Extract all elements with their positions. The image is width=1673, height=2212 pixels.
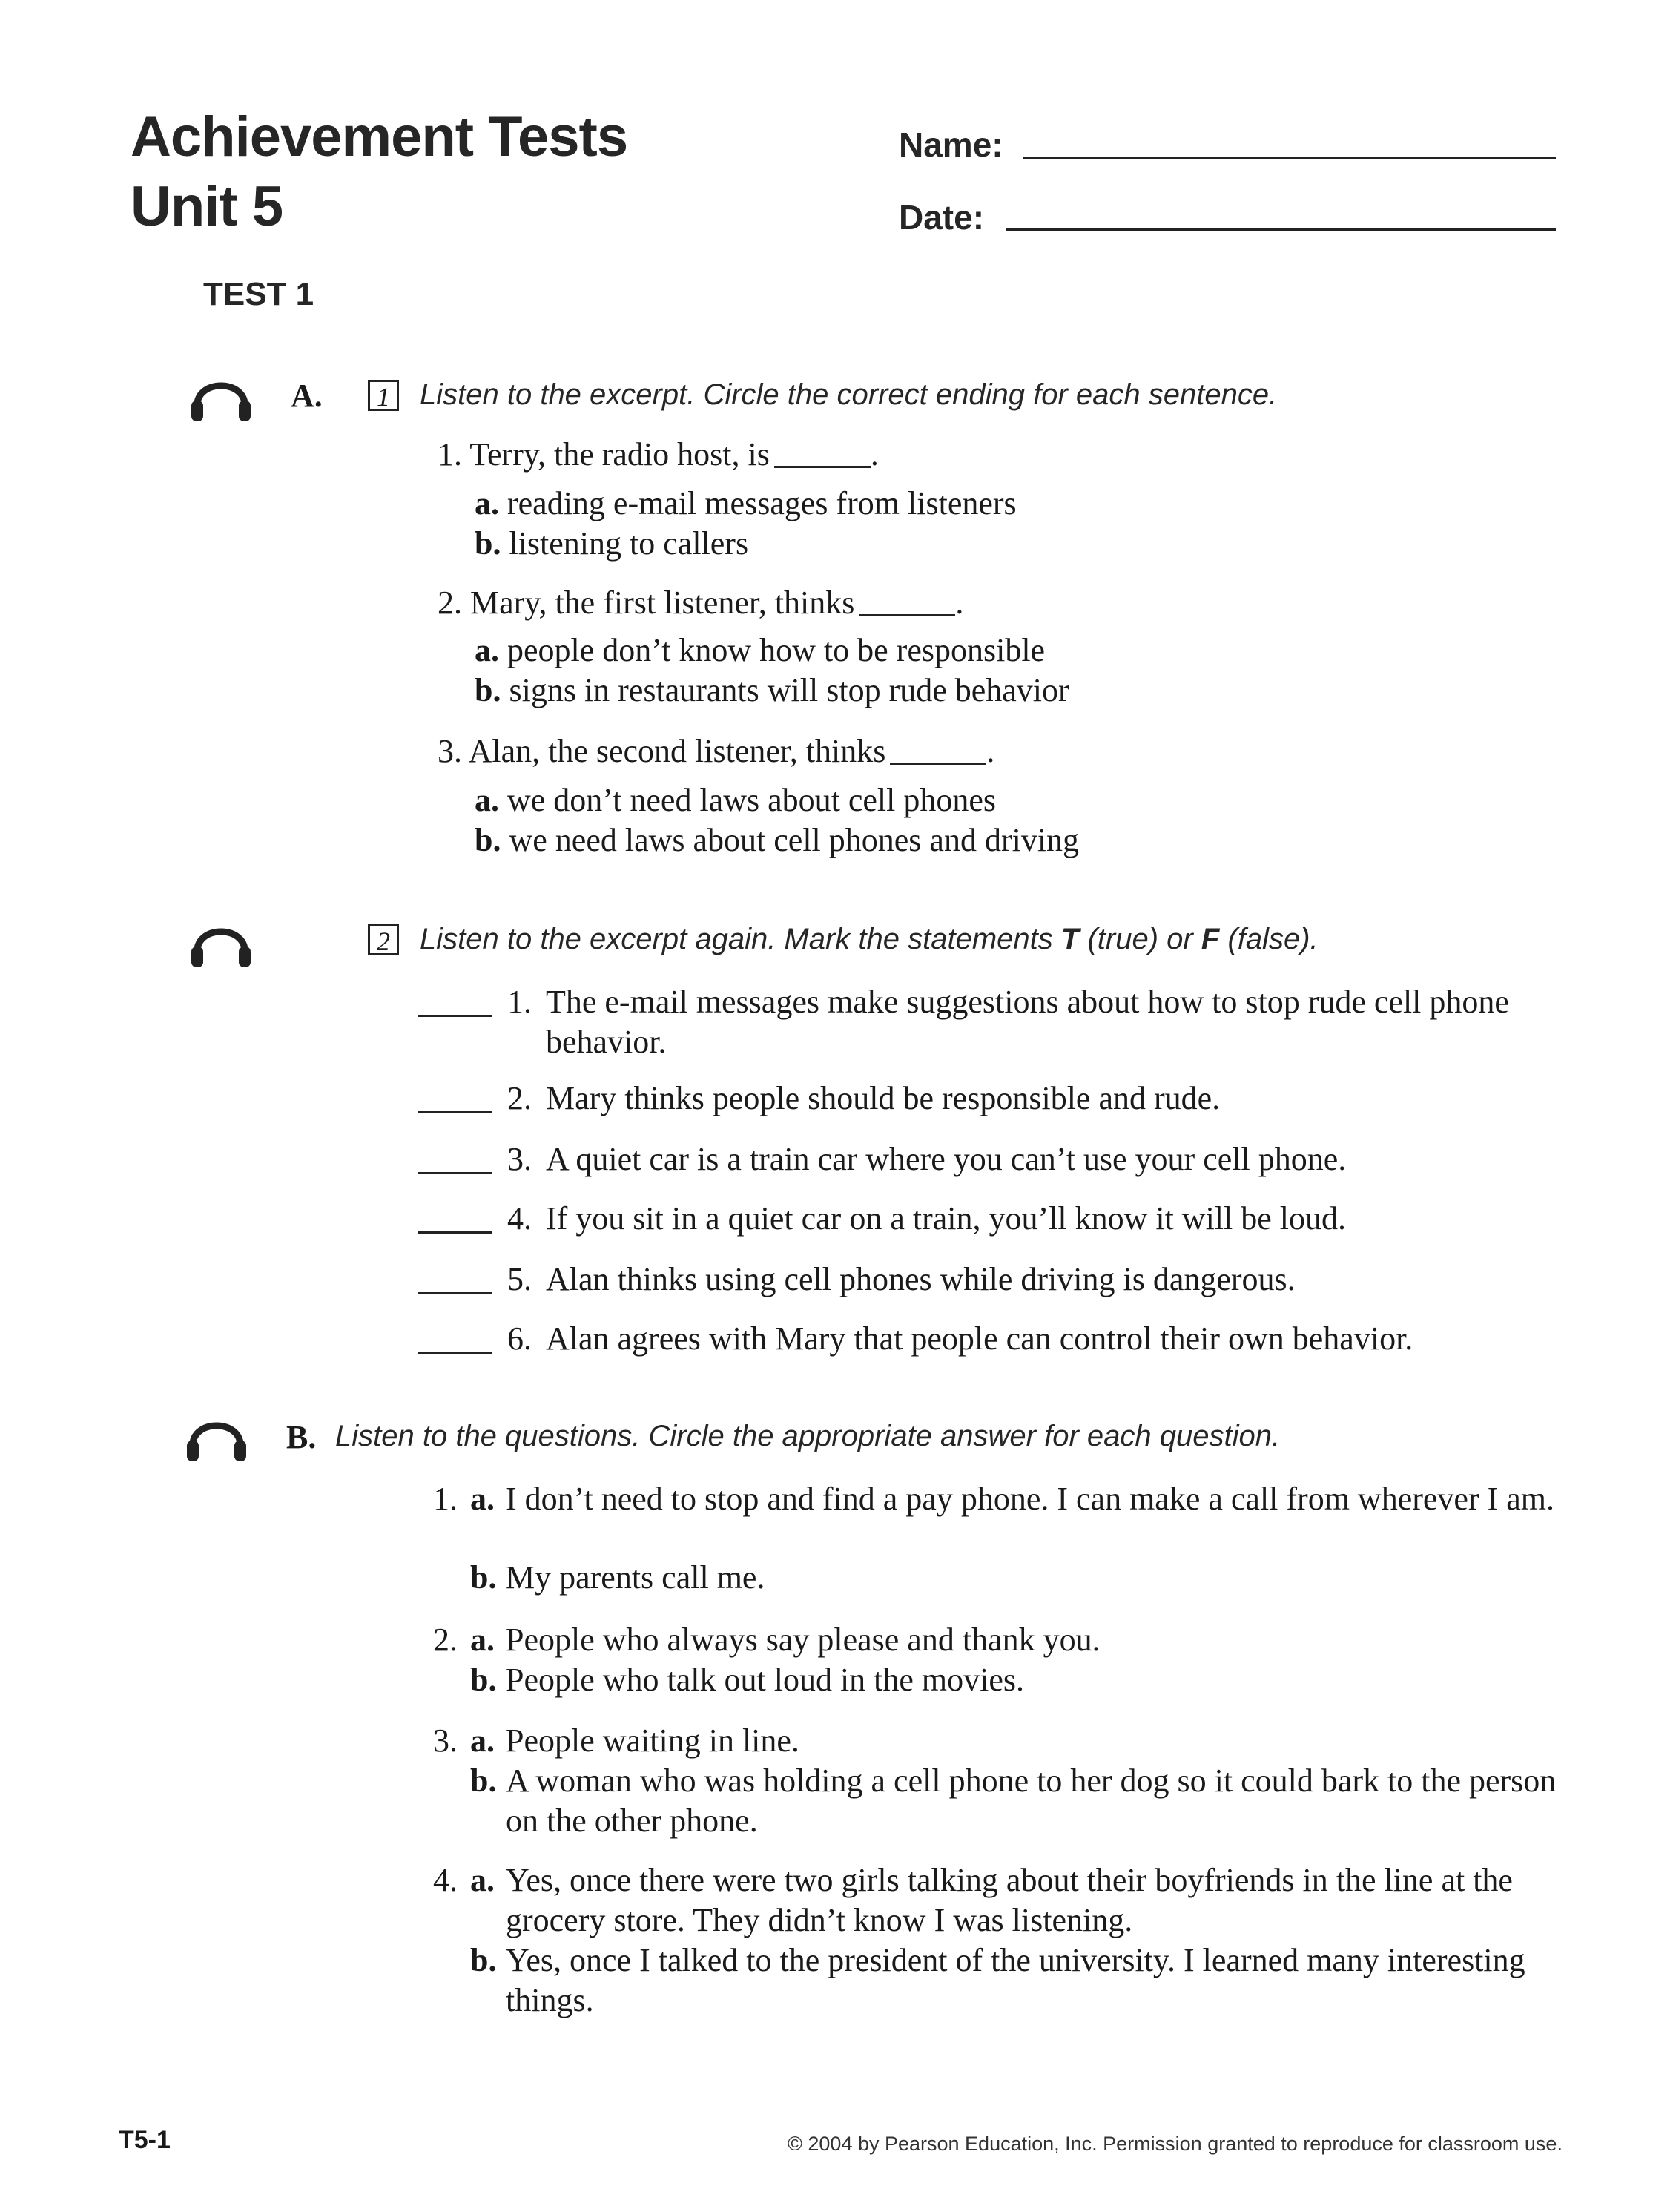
headphones-icon [190,365,252,424]
option-a[interactable]: People waiting in line. [506,1722,799,1759]
statement-text: Alan thinks using cell phones while driving is dangerous. [546,1261,1296,1297]
question-number: 2. [433,1622,458,1658]
tf-answer-blank[interactable] [418,1172,492,1174]
statement-number: 1. [507,984,532,1020]
question-number: 3. [433,1722,458,1759]
question-stem: 1. Terry, the radio host, is . [438,436,879,473]
date-label: Date: [899,198,985,237]
option-b[interactable]: Yes, once I talked to the president of the university. I learned many interesting things. [506,1942,1525,2018]
answer-blank[interactable] [774,466,871,468]
copyright-notice: © 2004 by Pearson Education, Inc. Permission granted to reproduce for classroom use. [788,2133,1563,2155]
option-a[interactable]: People who always say please and thank you. [506,1622,1101,1658]
option-b[interactable]: b. we need laws about cell phones and driving [475,822,1080,858]
statement-text: Alan agrees with Mary that people can control their own behavior. [546,1320,1413,1357]
statement-number: 4. [507,1200,532,1237]
statement-text: A quiet car is a train car where you can’t use your cell phone. [546,1141,1347,1177]
statement-text: If you sit in a quiet car on a train, you’ll know it will be loud. [546,1200,1347,1237]
section-b-instruction: Listen to the questions. Circle the appropriate answer for each question. [335,1420,1281,1452]
option-a-letter: a. [470,1481,495,1517]
option-b[interactable]: A woman who was holding a cell phone to her dog so it could bark to the person on the other phone. [506,1762,1557,1839]
answer-blank[interactable] [859,614,955,616]
option-a-letter: a. [470,1862,495,1898]
question-item [438,583,1069,708]
option-a-letter: a. [470,1622,495,1658]
page-title [131,102,627,242]
title-line-1: Achievement Tests [131,105,628,168]
option-a[interactable]: a. we don’t need laws about cell phones [475,782,997,818]
tf-answer-blank[interactable] [418,1015,492,1017]
title-line-2: Unit 5 [131,175,283,238]
option-b-letter: b. [470,1559,497,1596]
tf-answer-blank[interactable] [418,1111,492,1113]
question-number: 1. [433,1481,458,1517]
option-b-letter: b. [470,1662,497,1698]
question-number: 4. [433,1862,458,1898]
part-2-number: 2 [368,924,399,955]
option-b[interactable]: b. signs in restaurants will stop rude behavior [475,672,1069,708]
option-a[interactable]: I don’t need to stop and find a pay phone. I can make a call from wherever I am. [506,1481,1554,1517]
option-a-letter: a. [470,1722,495,1759]
question-item [438,731,1080,858]
headphones-icon [185,1405,248,1464]
part-1-number: 1 [368,380,399,411]
statement-number: 3. [507,1141,532,1177]
option-a[interactable]: a. people don’t know how to be responsible [475,632,1046,668]
option-b-letter: b. [470,1942,497,1978]
question-stem: 2. Mary, the first listener, thinks . [438,585,964,621]
option-b[interactable]: My parents call me. [506,1559,765,1596]
headphones-icon [190,911,252,970]
question-stem: 3. Alan, the second listener, thinks . [438,733,995,769]
tf-answer-blank[interactable] [418,1231,492,1234]
option-a[interactable]: Yes, once there were two girls talking about their boyfriends in the line at the grocery store. They didn’t know I was listening. [506,1862,1513,1938]
statement-number: 2. [507,1080,532,1116]
page-number: T5-1 [119,2126,171,2154]
option-a[interactable]: a. reading e-mail messages from listeners [475,485,1017,521]
option-b[interactable]: People who talk out loud in the movies. [506,1662,1025,1698]
section-a-letter: A. [291,378,323,414]
test-label: TEST 1 [203,276,314,312]
statement-text: Mary thinks people should be responsible and rude. [546,1080,1221,1116]
name-field[interactable] [1023,157,1556,159]
name-label: Name: [899,125,1003,164]
part-1-instruction: Listen to the excerpt. Circle the correct ending for each sentence. [420,378,1278,411]
date-field[interactable] [1006,228,1556,231]
statement-text: The e-mail messages make suggestions about how to stop rude cell phone behavior. [546,984,1509,1060]
question-item [438,435,1017,562]
part-2-instruction: Listen to the excerpt again. Mark the statements T (true) or F (false). [420,923,1319,955]
statement-number: 6. [507,1320,532,1357]
answer-blank[interactable] [890,763,986,765]
statement-number: 5. [507,1261,532,1297]
tf-answer-blank[interactable] [418,1292,492,1294]
section-b-letter: B. [286,1419,317,1455]
option-b-letter: b. [470,1762,497,1799]
option-b[interactable]: b. listening to callers [475,525,749,562]
tf-answer-blank[interactable] [418,1352,492,1354]
